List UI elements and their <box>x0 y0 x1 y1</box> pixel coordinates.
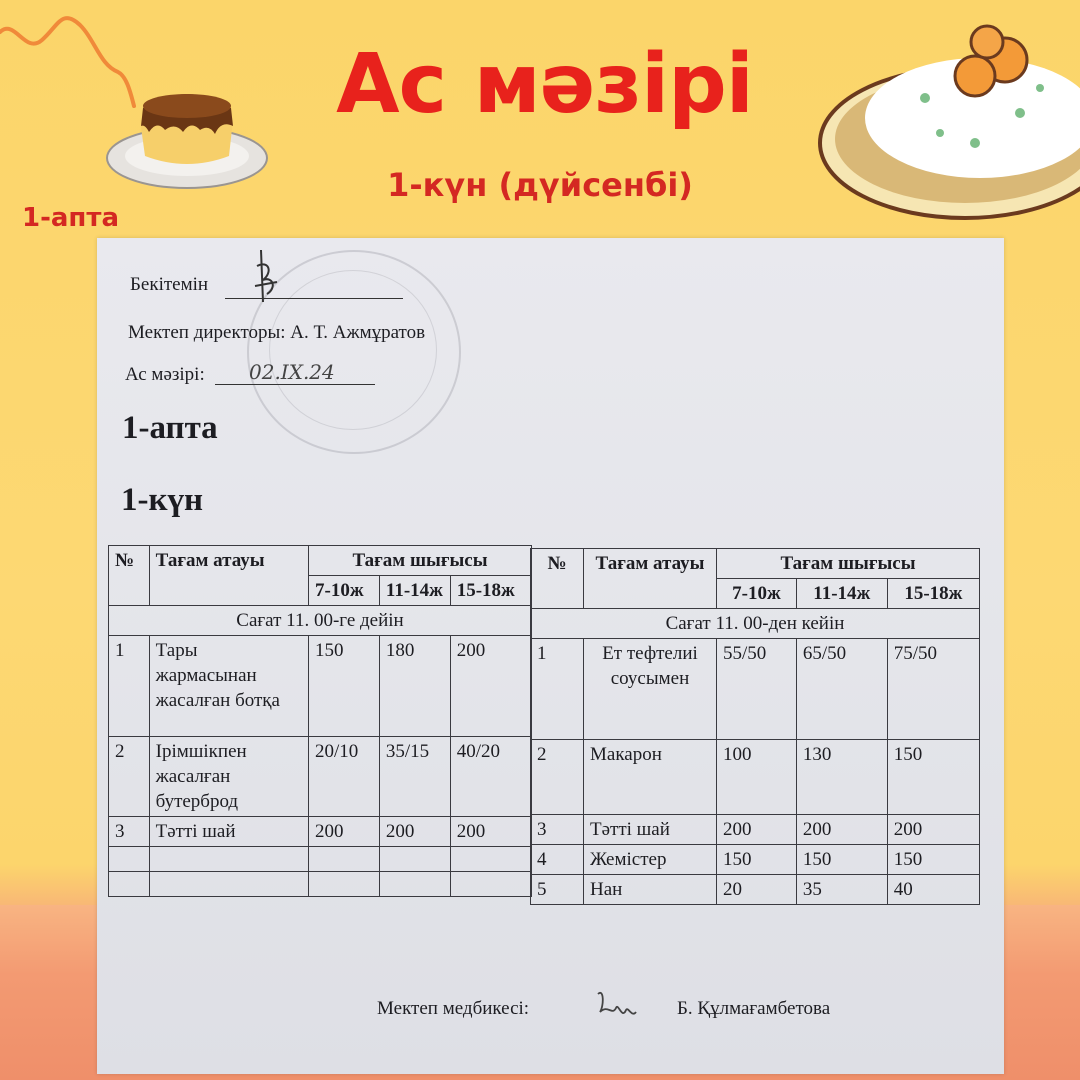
table-row <box>109 636 532 737</box>
yield-value: 150 <box>887 845 979 875</box>
empty-row <box>109 847 532 872</box>
yield-value: 200 <box>309 817 380 847</box>
table-row <box>531 815 980 845</box>
yield-value: 35/15 <box>379 737 450 817</box>
yield-value: 65/50 <box>796 639 887 740</box>
col-yield: Тағам шығысы <box>309 546 532 576</box>
rice-plate-icon <box>815 18 1080 228</box>
row-no: 1 <box>109 636 150 737</box>
after-11-label: Сағат 11. 00-ден кейін <box>531 609 980 639</box>
yield-value: 40 <box>887 875 979 905</box>
row-no: 1 <box>531 639 584 740</box>
yield-value: 20/10 <box>309 737 380 817</box>
yield-value: 150 <box>796 845 887 875</box>
dish-name: Ірімшікпен жасалған бутерброд <box>149 737 308 817</box>
yield-value: 40/20 <box>450 737 531 817</box>
director-signature <box>247 246 287 308</box>
yield-value: 55/50 <box>717 639 797 740</box>
table-row <box>109 737 532 817</box>
table-row <box>531 639 980 740</box>
yield-value: 200 <box>717 815 797 845</box>
col-age-11-14: 11-14ж <box>379 576 450 606</box>
yield-value: 35 <box>796 875 887 905</box>
dish-name: Тәтті шай <box>149 817 308 847</box>
table-row <box>531 740 980 815</box>
dish-name: Тәтті шай <box>584 815 717 845</box>
yield-value: 150 <box>309 636 380 737</box>
yield-value: 200 <box>379 817 450 847</box>
dish-name: Ет тефтелиі соусымен <box>584 639 717 740</box>
col-no: № <box>531 549 584 609</box>
before-11-table <box>108 545 532 897</box>
table-row <box>531 875 980 905</box>
yield-value: 100 <box>717 740 797 815</box>
row-no: 5 <box>531 875 584 905</box>
yield-value: 130 <box>796 740 887 815</box>
yield-value: 200 <box>887 815 979 845</box>
col-age-15-18: 15-18ж <box>450 576 531 606</box>
week-tag: 1-апта <box>22 203 120 233</box>
col-age-7-10: 7-10ж <box>309 576 380 606</box>
yield-value: 200 <box>796 815 887 845</box>
col-age-7-10: 7-10ж <box>717 579 797 609</box>
dish-name: Тары жармасынан жасалған ботқа <box>149 636 308 737</box>
row-no: 3 <box>109 817 150 847</box>
col-yield: Тағам шығысы <box>717 549 980 579</box>
page-title: Ас мәзірі <box>336 37 753 132</box>
director-line: Мектеп директоры: А. Т. Ажмұратов <box>128 322 426 343</box>
col-no: № <box>109 546 150 606</box>
col-age-11-14: 11-14ж <box>796 579 887 609</box>
empty-row <box>109 872 532 897</box>
dish-name: Жемістер <box>584 845 717 875</box>
yield-value: 150 <box>717 845 797 875</box>
week-heading: 1-апта <box>122 410 218 446</box>
nurse-label: Мектеп медбикесі: <box>377 998 530 1019</box>
approve-label: Бекітемін <box>130 274 209 295</box>
row-no: 3 <box>531 815 584 845</box>
dish-name: Макарон <box>584 740 717 815</box>
yield-value: 20 <box>717 875 797 905</box>
dish-name: Нан <box>584 875 717 905</box>
row-no: 2 <box>531 740 584 815</box>
pudding-icon <box>105 80 275 195</box>
col-dish: Тағам атауы <box>149 546 308 606</box>
before-11-label: Сағат 11. 00-ге дейін <box>109 606 532 636</box>
nurse-signature <box>594 986 639 1026</box>
table-row <box>531 845 980 875</box>
yield-value: 200 <box>450 817 531 847</box>
day-heading: 1-күн <box>121 482 204 518</box>
yield-value: 180 <box>379 636 450 737</box>
after-11-table <box>530 548 980 905</box>
menu-label: Ас мәзірі: <box>125 364 205 385</box>
row-no: 4 <box>531 845 584 875</box>
yield-value: 200 <box>450 636 531 737</box>
menu-date: 02.IX.24 <box>249 360 335 384</box>
row-no: 2 <box>109 737 150 817</box>
yield-value: 75/50 <box>887 639 979 740</box>
menu-document <box>97 238 1004 1074</box>
nurse-name: Б. Құлмағамбетова <box>677 998 831 1019</box>
yield-value: 150 <box>887 740 979 815</box>
col-dish: Тағам атауы <box>584 549 717 609</box>
col-age-15-18: 15-18ж <box>887 579 979 609</box>
table-row <box>109 817 532 847</box>
page-subtitle: 1-күн (дүйсенбі) <box>387 166 693 204</box>
